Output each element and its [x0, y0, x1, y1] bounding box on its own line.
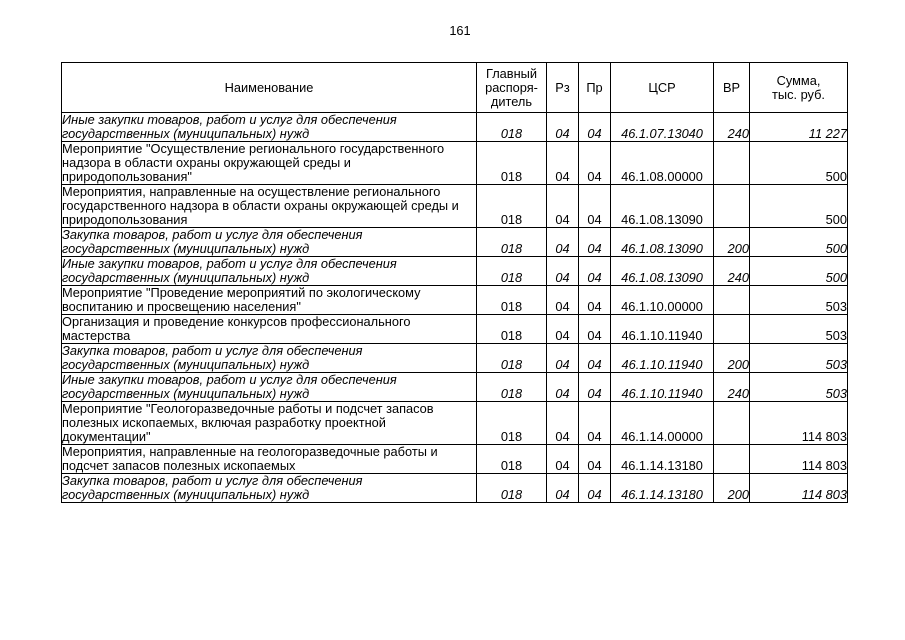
cell-name [62, 286, 477, 315]
cell-pr: 04 [579, 373, 611, 402]
table-row [62, 257, 848, 286]
header-vr [714, 63, 750, 113]
cell-chief-manager: 018 [477, 142, 547, 185]
cell-vr [714, 286, 750, 315]
cell-pr: 04 [579, 185, 611, 228]
cell-csr: 46.1.14.13180 [611, 445, 714, 474]
cell-pr: 04 [579, 445, 611, 474]
cell-csr: 46.1.08.13090 [611, 228, 714, 257]
cell-csr: 46.1.10.11940 [611, 344, 714, 373]
cell-pr: 04 [579, 402, 611, 445]
cell-rz: 04 [547, 113, 579, 142]
header-pr-label: Пр [586, 79, 603, 95]
cell-vr [714, 402, 750, 445]
cell-pr: 04 [579, 113, 611, 142]
name-line: документации" [62, 429, 151, 444]
cell-vr: 240 [714, 257, 750, 286]
cell-csr: 46.1.08.13090 [611, 257, 714, 286]
table-row [62, 445, 848, 474]
table-body [62, 113, 848, 503]
header-name-label: Наименование [224, 79, 314, 95]
cell-sum: 503 [750, 344, 848, 373]
header-line: Сумма, [776, 72, 821, 88]
cell-rz: 04 [547, 185, 579, 228]
cell-name [62, 142, 477, 185]
table-row [62, 286, 848, 315]
header-line: распоря- [485, 79, 538, 95]
name-line: надзора в области охраны окружающей среды и [62, 155, 351, 170]
cell-rz: 04 [547, 142, 579, 185]
cell-rz: 04 [547, 228, 579, 257]
cell-sum: 503 [750, 286, 848, 315]
cell-pr: 04 [579, 344, 611, 373]
cell-name [62, 113, 477, 142]
name-line: Мероприятие "Геологоразведочные работы и подсчет запасов [62, 401, 434, 416]
cell-vr: 240 [714, 373, 750, 402]
cell-chief-manager: 018 [477, 286, 547, 315]
cell-chief-manager: 018 [477, 445, 547, 474]
name-line: Иные закупки товаров, работ и услуг для обеспечения [62, 112, 397, 127]
cell-name [62, 344, 477, 373]
cell-csr: 46.1.10.00000 [611, 286, 714, 315]
cell-sum: 114 803 [750, 445, 848, 474]
name-line: воспитанию и просвещению населения" [62, 299, 301, 314]
cell-vr [714, 142, 750, 185]
name-line: природопользования" [62, 169, 192, 184]
table-row [62, 315, 848, 344]
cell-rz: 04 [547, 445, 579, 474]
cell-chief-manager: 018 [477, 113, 547, 142]
cell-name [62, 257, 477, 286]
page-number: 161 [449, 23, 471, 38]
name-line: государственных (муниципальных) нужд [62, 386, 310, 401]
name-line: государственного надзора в области охраны окружающей среды и [62, 198, 459, 213]
cell-csr: 46.1.14.00000 [611, 402, 714, 445]
cell-sum: 503 [750, 373, 848, 402]
cell-chief-manager: 018 [477, 344, 547, 373]
header-pr [579, 63, 611, 113]
table-header-row [62, 63, 848, 113]
header-csr [611, 63, 714, 113]
name-line: государственных (муниципальных) нужд [62, 126, 310, 141]
cell-rz: 04 [547, 344, 579, 373]
cell-sum: 11 227 [750, 113, 848, 142]
cell-rz: 04 [547, 286, 579, 315]
cell-name [62, 185, 477, 228]
name-line: полезных ископаемых, включая разработку проектной [62, 415, 386, 430]
name-line: Мероприятия, направленные на осуществление регионального [62, 184, 441, 199]
cell-name [62, 402, 477, 445]
name-line: Организация и проведение конкурсов профессионального [62, 314, 411, 329]
name-line: Иные закупки товаров, работ и услуг для обеспечения [62, 372, 397, 387]
cell-rz: 04 [547, 402, 579, 445]
header-line: Главный [485, 65, 537, 81]
cell-name [62, 315, 477, 344]
cell-chief-manager: 018 [477, 474, 547, 503]
cell-chief-manager: 018 [477, 373, 547, 402]
cell-sum: 503 [750, 315, 848, 344]
cell-pr: 04 [579, 286, 611, 315]
cell-name [62, 373, 477, 402]
header-rz-label: Рз [555, 79, 570, 95]
name-line: природопользования [62, 212, 188, 227]
cell-rz: 04 [547, 474, 579, 503]
table-row [62, 402, 848, 445]
cell-name [62, 445, 477, 474]
name-line: Иные закупки товаров, работ и услуг для обеспечения [62, 256, 397, 271]
cell-vr [714, 185, 750, 228]
name-line: Закупка товаров, работ и услуг для обеспечения [62, 473, 363, 488]
header-vr-label: ВР [722, 79, 741, 95]
budget-table [61, 62, 848, 503]
name-line: государственных (муниципальных) нужд [62, 241, 310, 256]
name-line: Закупка товаров, работ и услуг для обеспечения [62, 227, 363, 242]
table-row [62, 373, 848, 402]
cell-csr: 46.1.14.13180 [611, 474, 714, 503]
cell-sum: 500 [750, 142, 848, 185]
cell-chief-manager: 018 [477, 315, 547, 344]
table-row [62, 344, 848, 373]
cell-chief-manager: 018 [477, 402, 547, 445]
table-row [62, 474, 848, 503]
cell-chief-manager: 018 [477, 228, 547, 257]
name-line: государственных (муниципальных) нужд [62, 487, 310, 502]
cell-sum: 500 [750, 257, 848, 286]
cell-rz: 04 [547, 257, 579, 286]
header-name [62, 63, 477, 113]
table-row [62, 228, 848, 257]
cell-rz: 04 [547, 315, 579, 344]
name-line: государственных (муниципальных) нужд [62, 357, 310, 372]
cell-chief-manager: 018 [477, 185, 547, 228]
name-line: Мероприятия, направленные на геологоразведочные работы и [62, 444, 438, 459]
cell-csr: 46.1.07.13040 [611, 113, 714, 142]
cell-pr: 04 [579, 142, 611, 185]
cell-name [62, 474, 477, 503]
table-row [62, 142, 848, 185]
name-line: мастерства [62, 328, 131, 343]
cell-csr: 46.1.08.13090 [611, 185, 714, 228]
cell-pr: 04 [579, 315, 611, 344]
cell-csr: 46.1.10.11940 [611, 315, 714, 344]
header-line: дитель [490, 93, 533, 109]
cell-vr [714, 445, 750, 474]
cell-sum: 114 803 [750, 402, 848, 445]
name-line: Мероприятие "Осуществление регионального государственного [62, 141, 445, 156]
cell-vr: 200 [714, 228, 750, 257]
cell-csr: 46.1.10.11940 [611, 373, 714, 402]
cell-vr: 240 [714, 113, 750, 142]
cell-chief-manager: 018 [477, 257, 547, 286]
cell-vr [714, 315, 750, 344]
cell-sum: 114 803 [750, 474, 848, 503]
name-line: государственных (муниципальных) нужд [62, 270, 310, 285]
cell-rz: 04 [547, 373, 579, 402]
name-line: подсчет запасов полезных ископаемых [62, 458, 296, 473]
header-sum [750, 63, 848, 113]
cell-pr: 04 [579, 257, 611, 286]
table-row [62, 113, 848, 142]
cell-name [62, 228, 477, 257]
cell-sum: 500 [750, 228, 848, 257]
cell-pr: 04 [579, 228, 611, 257]
header-line: тыс. руб. [772, 86, 825, 102]
name-line: Мероприятие "Проведение мероприятий по экологическому [62, 285, 421, 300]
table-row [62, 185, 848, 228]
header-chief-manager [477, 63, 547, 113]
header-csr-label: ЦСР [648, 79, 676, 95]
cell-csr: 46.1.08.00000 [611, 142, 714, 185]
cell-pr: 04 [579, 474, 611, 503]
cell-vr: 200 [714, 344, 750, 373]
header-rz [547, 63, 579, 113]
cell-sum: 500 [750, 185, 848, 228]
cell-vr: 200 [714, 474, 750, 503]
name-line: Закупка товаров, работ и услуг для обеспечения [62, 343, 363, 358]
